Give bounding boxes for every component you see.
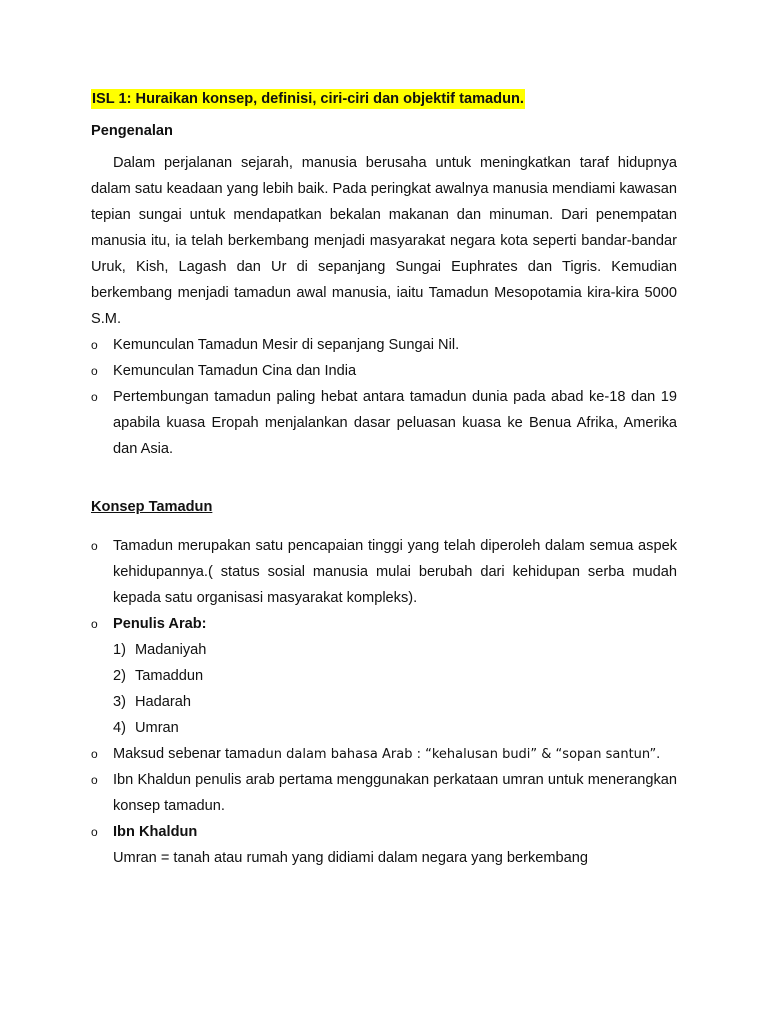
item-text: Hadarah — [135, 694, 191, 710]
list-item — [91, 533, 677, 611]
list-item — [91, 741, 677, 768]
heading-konsep-tamadun: Konsep Tamadun — [91, 499, 213, 515]
maksud-prefix: Maksud sebenar tam — [113, 746, 250, 762]
document-title: ISL 1: Huraikan konsep, definisi, ciri-ciri dan objektif tamadun. — [92, 91, 524, 107]
bullet-icon: o — [91, 338, 98, 352]
bullet-icon: o — [91, 773, 98, 787]
list-item — [91, 384, 677, 462]
heading-pengenalan: Pengenalan — [91, 123, 173, 139]
list-item-text: Kemunculan Tamadun Mesir di sepanjang Sungai Nil. — [113, 337, 460, 353]
list-item-text: Tamadun merupakan satu pencapaian tinggi yang telah diperoleh dalam semua aspek kehidupannya.( status sosial manusia mulai berubah dari kehidupan serba mudah kepada satu organisasi masyarakat kompleks). — [113, 538, 677, 606]
bullet-icon: o — [91, 747, 98, 761]
list-item — [91, 611, 677, 637]
numbered-item — [113, 637, 206, 663]
intro-paragraph — [91, 150, 677, 332]
numbered-item — [113, 689, 191, 715]
item-number: 4) — [113, 720, 126, 736]
intro-paragraph-text: Dalam perjalanan sejarah, manusia berusaha untuk meningkatkan taraf hidupnya dalam satu keadaan yang lebih baik. Pada peringkat awalnya manusia mendiami kawasan tepian sungai untuk mendapatkan bekalan makanan dan minuman. Dari penempatan manusia itu, ia telah berkembang menjadi masyarakat negara kota seperti bandar-bandar Uruk, Kish, Lagash dan Ur di sepanjang Sungai Euphrates dan Tigris. Kemudian berkembang menjadi tamadun awal manusia, iaitu Tamadun Mesopotamia kira-kira 5000 S.M. — [91, 155, 677, 327]
list-item — [91, 358, 677, 384]
list-item-text — [113, 741, 677, 768]
ibn-khaldun-label: Ibn Khaldun — [113, 824, 198, 840]
bullet-icon: o — [91, 825, 98, 839]
list-item-text: Ibn Khaldun penulis arab pertama menggunakan perkataan umran untuk menerangkan konsep tamadun. — [113, 772, 677, 814]
bullet-icon: o — [91, 390, 98, 404]
item-number: 1) — [113, 642, 126, 658]
item-number: 3) — [113, 694, 126, 710]
bullet-icon: o — [91, 364, 98, 378]
item-text: Umran — [135, 720, 179, 736]
list-item — [91, 332, 677, 358]
penulis-arab-label: Penulis Arab: — [113, 616, 207, 632]
umran-definition: Umran = tanah atau rumah yang didiami dalam negara yang berkembang — [113, 850, 588, 866]
maksud-rest: adun dalam bahasa Arab : “kehalusan budi” & “sopan santun”. — [249, 747, 661, 762]
numbered-item — [113, 715, 179, 741]
item-number: 2) — [113, 668, 126, 684]
item-text: Madaniyah — [135, 642, 207, 658]
list-item — [91, 767, 677, 819]
numbered-item — [113, 663, 203, 689]
list-item-text: Pertembungan tamadun paling hebat antara tamadun dunia pada abad ke-18 dan 19 apabila kuasa Eropah menjalankan dasar peluasan kuasa ke Benua Afrika, Amerika dan Asia. — [113, 389, 677, 457]
list-item-text: Kemunculan Tamadun Cina dan India — [113, 363, 357, 379]
bullet-icon: o — [91, 617, 98, 631]
list-item — [91, 819, 677, 845]
bullet-icon: o — [91, 539, 98, 553]
item-text: Tamaddun — [135, 668, 204, 684]
